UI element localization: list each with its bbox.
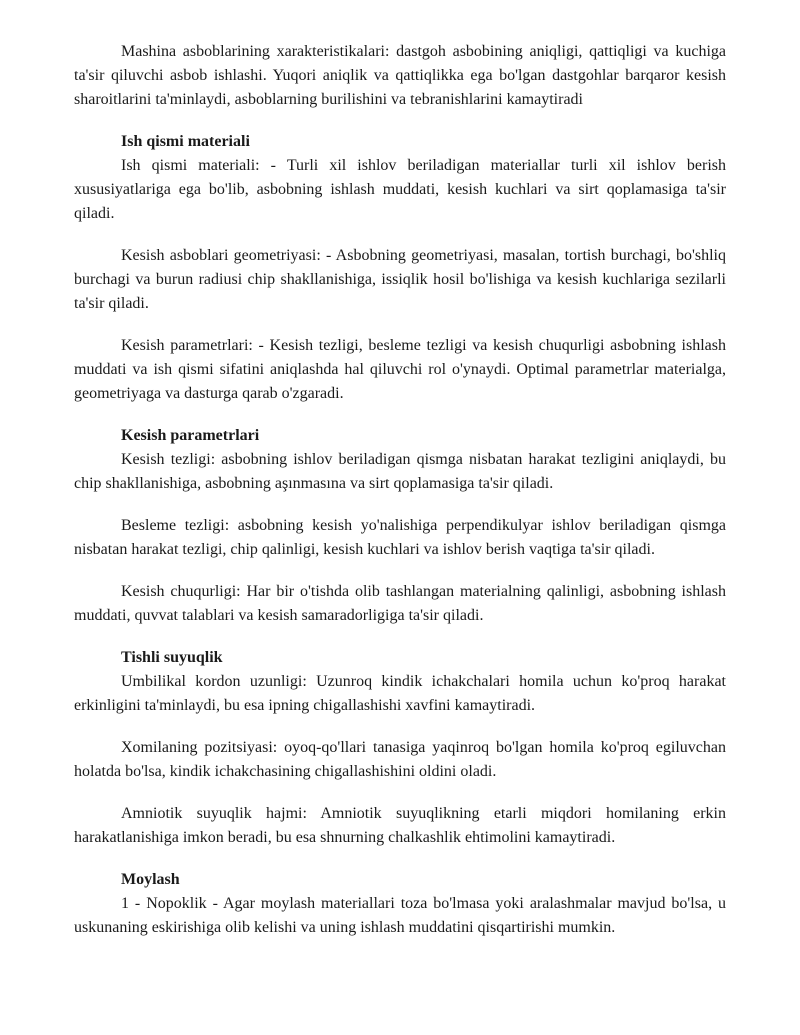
spacer — [74, 850, 726, 868]
spacer — [74, 406, 726, 424]
spacer — [74, 628, 726, 646]
body-paragraph: Kesish tezligi: asbobning ishlov beriladigan qismga nisbatan harakat tezligini aniqlaydi, bu chip shakllanishiga, asbobning aşınmasına va sirt qoplamasiga ta'sir qiladi. — [74, 451, 726, 492]
section-heading: Kesish parametrlari — [121, 427, 260, 444]
body-paragraph: Kesish asboblari geometriyasi: - Asbobning geometriyasi, masalan, tortish burchagi, bo'shliq burchagi va burun radiusi chip shakllanishiga, issiqlik hosil bo'lishiga va kesish kuchlariga sezilarli ta'sir qiladi. — [74, 247, 726, 312]
spacer — [74, 112, 726, 130]
document-page — [74, 40, 726, 940]
section-heading: Ish qismi materiali — [121, 133, 250, 150]
body-paragraph: Kesish parametrlari: - Kesish tezligi, besleme tezligi va kesish chuqurligi asbobning ishlash muddati va ish qismi sifatini aniqlashda hal qiluvchi rol o'ynaydi. Optimal parametrlar materialga, geometriyaga va dasturga qarab o'zgaradi. — [74, 337, 726, 402]
body-paragraph: Amniotik suyuqlik hajmi: Amniotik suyuqlikning etarli miqdori homilaning erkin harakatlanishiga imkon beradi, bu esa shnurning chalkashlik ehtimolini kamaytiradi. — [74, 805, 726, 846]
spacer — [74, 784, 726, 802]
body-paragraph: Xomilaning pozitsiyasi: oyoq-qo'llari tanasiga yaqinroq bo'lgan homila ko'proq egiluvchan holatda bo'lsa, kindik ichakchasining chigallashishini oldini oladi. — [74, 739, 726, 780]
intro-paragraph: Mashina asboblarining xarakteristikalari: dastgoh asbobining aniqligi, qattiqligi va kuchiga ta'sir qiluvchi asbob ishlashi. Yuqori aniqlik va qattiqlikka ega bo'lgan dastgohlar barqaror kesish sharoitlarini ta'minlaydi, asboblarning burilishini va tebranishlarini kamaytiradi — [74, 43, 726, 108]
section-heading: Moylash — [121, 871, 180, 888]
body-paragraph: 1 - Nopoklik - Agar moylash materiallari toza bo'lmasa yoki aralashmalar mavjud bo'lsa, u uskunaning eskirishiga olib kelishi va uning ishlash muddatini qisqartirishi mumkin. — [74, 895, 726, 936]
spacer — [74, 316, 726, 334]
spacer — [74, 226, 726, 244]
spacer — [74, 562, 726, 580]
body-paragraph: Umbilikal kordon uzunligi: Uzunroq kindik ichakchalari homila uchun ko'proq harakat erkinligini ta'minlaydi, bu esa ipning chigallashishi xavfini kamaytiradi. — [74, 673, 726, 714]
spacer — [74, 496, 726, 514]
body-paragraph: Besleme tezligi: asbobning kesish yo'nalishiga perpendikulyar ishlov beriladigan qismga nisbatan harakat tezligi, chip qalinligi, kesish kuchlari va ishlov berish vaqtiga ta'sir qiladi. — [74, 517, 726, 558]
section-heading: Tishli suyuqlik — [121, 649, 223, 666]
body-paragraph: Kesish chuqurligi: Har bir o'tishda olib tashlangan materialning qalinligi, asbobning ishlash muddati, quvvat talablari va kesish samaradorligiga ta'sir qiladi. — [74, 583, 726, 624]
body-paragraph: Ish qismi materiali: - Turli xil ishlov beriladigan materiallar turli xil ishlov berish xususiyatlariga ega bo'lib, asbobning ishlash muddati, kesish kuchlari va sirt qoplamasiga ta'sir qiladi. — [74, 157, 726, 222]
spacer — [74, 718, 726, 736]
